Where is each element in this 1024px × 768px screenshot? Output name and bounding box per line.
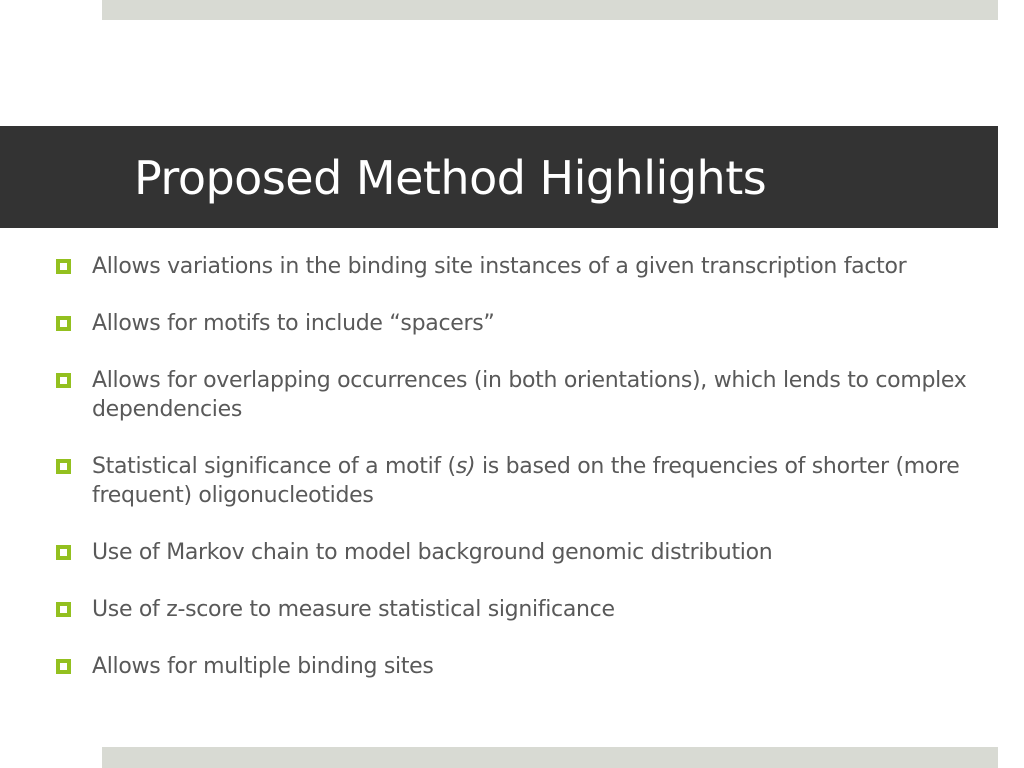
- bullet-item: [56, 366, 986, 424]
- bullet-text: Use of z-score to measure statistical significance: [92, 597, 615, 622]
- bullet-item: [56, 309, 986, 338]
- bullet-item: [56, 595, 986, 624]
- top-decorative-bar: [102, 0, 998, 20]
- square-bullet-icon: [56, 316, 71, 331]
- bullet-text: Allows for overlapping occurrences (in both orientations), which lends to complex dependencies: [92, 368, 967, 422]
- bullet-item: [56, 252, 986, 281]
- bullet-text-italic: s): [455, 454, 476, 479]
- square-bullet-icon: [56, 373, 71, 388]
- slide-title: Proposed Method Highlights: [134, 151, 767, 205]
- square-bullet-icon: [56, 459, 71, 474]
- bullet-text-before: Statistical significance of a motif (: [92, 454, 456, 479]
- square-bullet-icon: [56, 602, 71, 617]
- bottom-decorative-bar: [102, 747, 998, 768]
- bullet-item: [56, 538, 986, 567]
- square-bullet-icon: [56, 259, 71, 274]
- bullet-list: [56, 252, 986, 709]
- bullet-text: Use of Markov chain to model background genomic distribution: [92, 540, 773, 565]
- square-bullet-icon: [56, 659, 71, 674]
- bullet-text: Allows for motifs to include “spacers”: [92, 311, 495, 336]
- bullet-text-after: is based on the frequencies of shorter (more frequent) oligonucleotides: [92, 454, 960, 508]
- bullet-text: Allows for multiple binding sites: [92, 654, 434, 679]
- bullet-item: [56, 652, 986, 681]
- bullet-item: [56, 452, 986, 510]
- bullet-text: Allows variations in the binding site instances of a given transcription factor: [92, 254, 907, 279]
- square-bullet-icon: [56, 545, 71, 560]
